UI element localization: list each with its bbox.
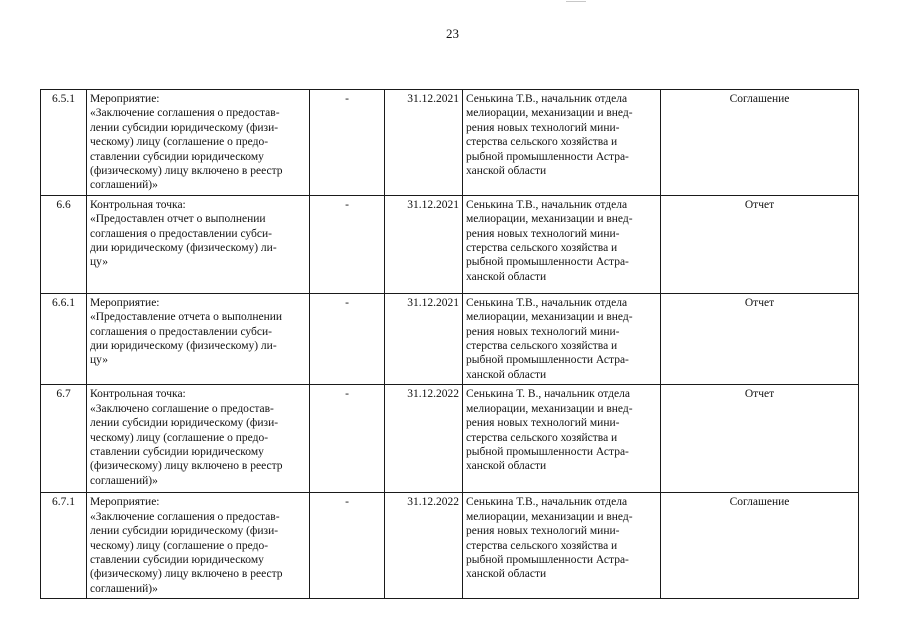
result-cell: Соглашение [661,90,859,196]
event-type: Мероприятие: [90,496,160,509]
event-line: лении субсидии юридическому (физи- [90,417,279,430]
row-number: 6.6.1 [41,293,87,384]
responsible-line: рыбной промышленности Астра- [466,445,629,458]
event-line: цу» [90,354,108,367]
table-row [41,90,859,196]
table-row [41,293,859,384]
end-date-cell: 31.12.2021 [385,293,463,384]
table-row [41,195,859,293]
event-line: «Заключение соглашения о предостав- [90,510,280,523]
start-date-cell: - [310,493,385,599]
event-line: «Предоставление отчета о выполнении [90,311,283,324]
result-cell: Отчет [661,195,859,293]
responsible-line: мелиорации, механизации и внед- [466,107,633,120]
end-date-cell: 31.12.2021 [385,90,463,196]
event-line: дии юридическому (физическому) ли- [90,242,277,255]
responsible-line: ханской области [466,568,547,581]
result-cell: Отчет [661,385,859,493]
responsible-line: рения новых технологий мини- [466,525,620,538]
end-date-cell: 31.12.2021 [385,195,463,293]
event-cell [87,293,310,384]
responsible-line: стерства сельского хозяйства и [466,539,618,552]
responsible-line: Сенькина Т.В., начальник отдела [466,496,628,509]
responsible-cell [463,293,661,384]
table-row [41,385,859,493]
responsible-line: мелиорации, механизации и внед- [466,510,633,523]
responsible-line: рыбной промышленности Астра- [466,256,629,269]
start-date-cell: - [310,293,385,384]
event-line: лении субсидии юридическому (физи- [90,121,279,134]
event-line: ческому) лицу (соглашение о предо- [90,539,269,552]
event-type: Мероприятие: [90,296,160,309]
event-line: ческому) лицу (соглашение о предо- [90,136,269,149]
responsible-line: рения новых технологий мини- [466,227,620,240]
event-line: соглашений)» [90,474,158,487]
responsible-cell [463,385,661,493]
event-line: «Заключение соглашения о предостав- [90,107,280,120]
event-cell [87,90,310,196]
responsible-line: ханской области [466,460,547,473]
start-date-cell: - [310,90,385,196]
event-line: (физическому) лицу включено в реестр [90,165,283,178]
responsible-line: мелиорации, механизации и внед- [466,213,633,226]
responsible-line: рения новых технологий мини- [466,417,620,430]
start-date-cell: - [310,195,385,293]
end-date-cell: 31.12.2022 [385,493,463,599]
event-cell [87,385,310,493]
event-line: ставлении субсидии юридическому [90,553,264,566]
responsible-line: стерства сельского хозяйства и [466,242,618,255]
end-date-cell: 31.12.2022 [385,385,463,493]
responsible-cell [463,195,661,293]
start-date-cell: - [310,385,385,493]
event-line: «Заключено соглашение о предостав- [90,402,274,415]
responsible-line: ханской области [466,270,547,283]
event-line: ставлении субсидии юридическому [90,150,264,163]
event-line: дии юридическому (физическому) ли- [90,340,277,353]
event-type: Мероприятие: [90,93,160,105]
responsible-line: Сенькина Т.В., начальник отдела [466,93,628,105]
event-line: «Предоставлен отчет о выполнении [90,213,266,226]
row-number: 6.5.1 [41,90,87,196]
responsible-line: рения новых технологий мини- [466,121,620,134]
event-line: цу» [90,256,108,269]
plan-table [40,89,859,599]
responsible-line: Сенькина Т.В., начальник отдела [466,198,628,211]
responsible-line: стерства сельского хозяйства и [466,431,618,444]
event-line: ческому) лицу (соглашение о предо- [90,431,269,444]
row-number: 6.7 [41,385,87,493]
responsible-line: рения новых технологий мини- [466,325,620,338]
responsible-line: мелиорации, механизации и внед- [466,311,633,324]
event-line: (физическому) лицу включено в реестр [90,460,283,473]
page-number: 23 [446,26,459,41]
event-line: (физическому) лицу включено в реестр [90,568,283,581]
header-rule [566,1,586,2]
event-line: соглашений)» [90,179,158,192]
responsible-line: ханской области [466,165,547,178]
event-line: соглашения о предоставлении субси- [90,227,272,240]
event-cell [87,493,310,599]
responsible-cell [463,90,661,196]
event-type: Контрольная точка: [90,198,186,211]
row-number: 6.6 [41,195,87,293]
event-line: соглашений)» [90,582,158,595]
event-line: лении субсидии юридическому (физи- [90,525,279,538]
row-number: 6.7.1 [41,493,87,599]
responsible-line: рыбной промышленности Астра- [466,553,629,566]
responsible-cell [463,493,661,599]
result-cell: Отчет [661,293,859,384]
result-cell: Соглашение [661,493,859,599]
responsible-line: Сенькина Т. В., начальник отдела [466,388,630,401]
responsible-line: стерства сельского хозяйства и [466,136,618,149]
responsible-line: стерства сельского хозяйства и [466,340,618,353]
responsible-line: рыбной промышленности Астра- [466,150,629,163]
table-row [41,493,859,599]
responsible-line: рыбной промышленности Астра- [466,354,629,367]
event-line: ставлении субсидии юридическому [90,445,264,458]
responsible-line: ханской области [466,368,547,381]
event-type: Контрольная точка: [90,388,186,401]
responsible-line: мелиорации, механизации и внед- [466,402,633,415]
event-line: соглашения о предоставлении субси- [90,325,272,338]
event-cell [87,195,310,293]
responsible-line: Сенькина Т.В., начальник отдела [466,296,628,309]
